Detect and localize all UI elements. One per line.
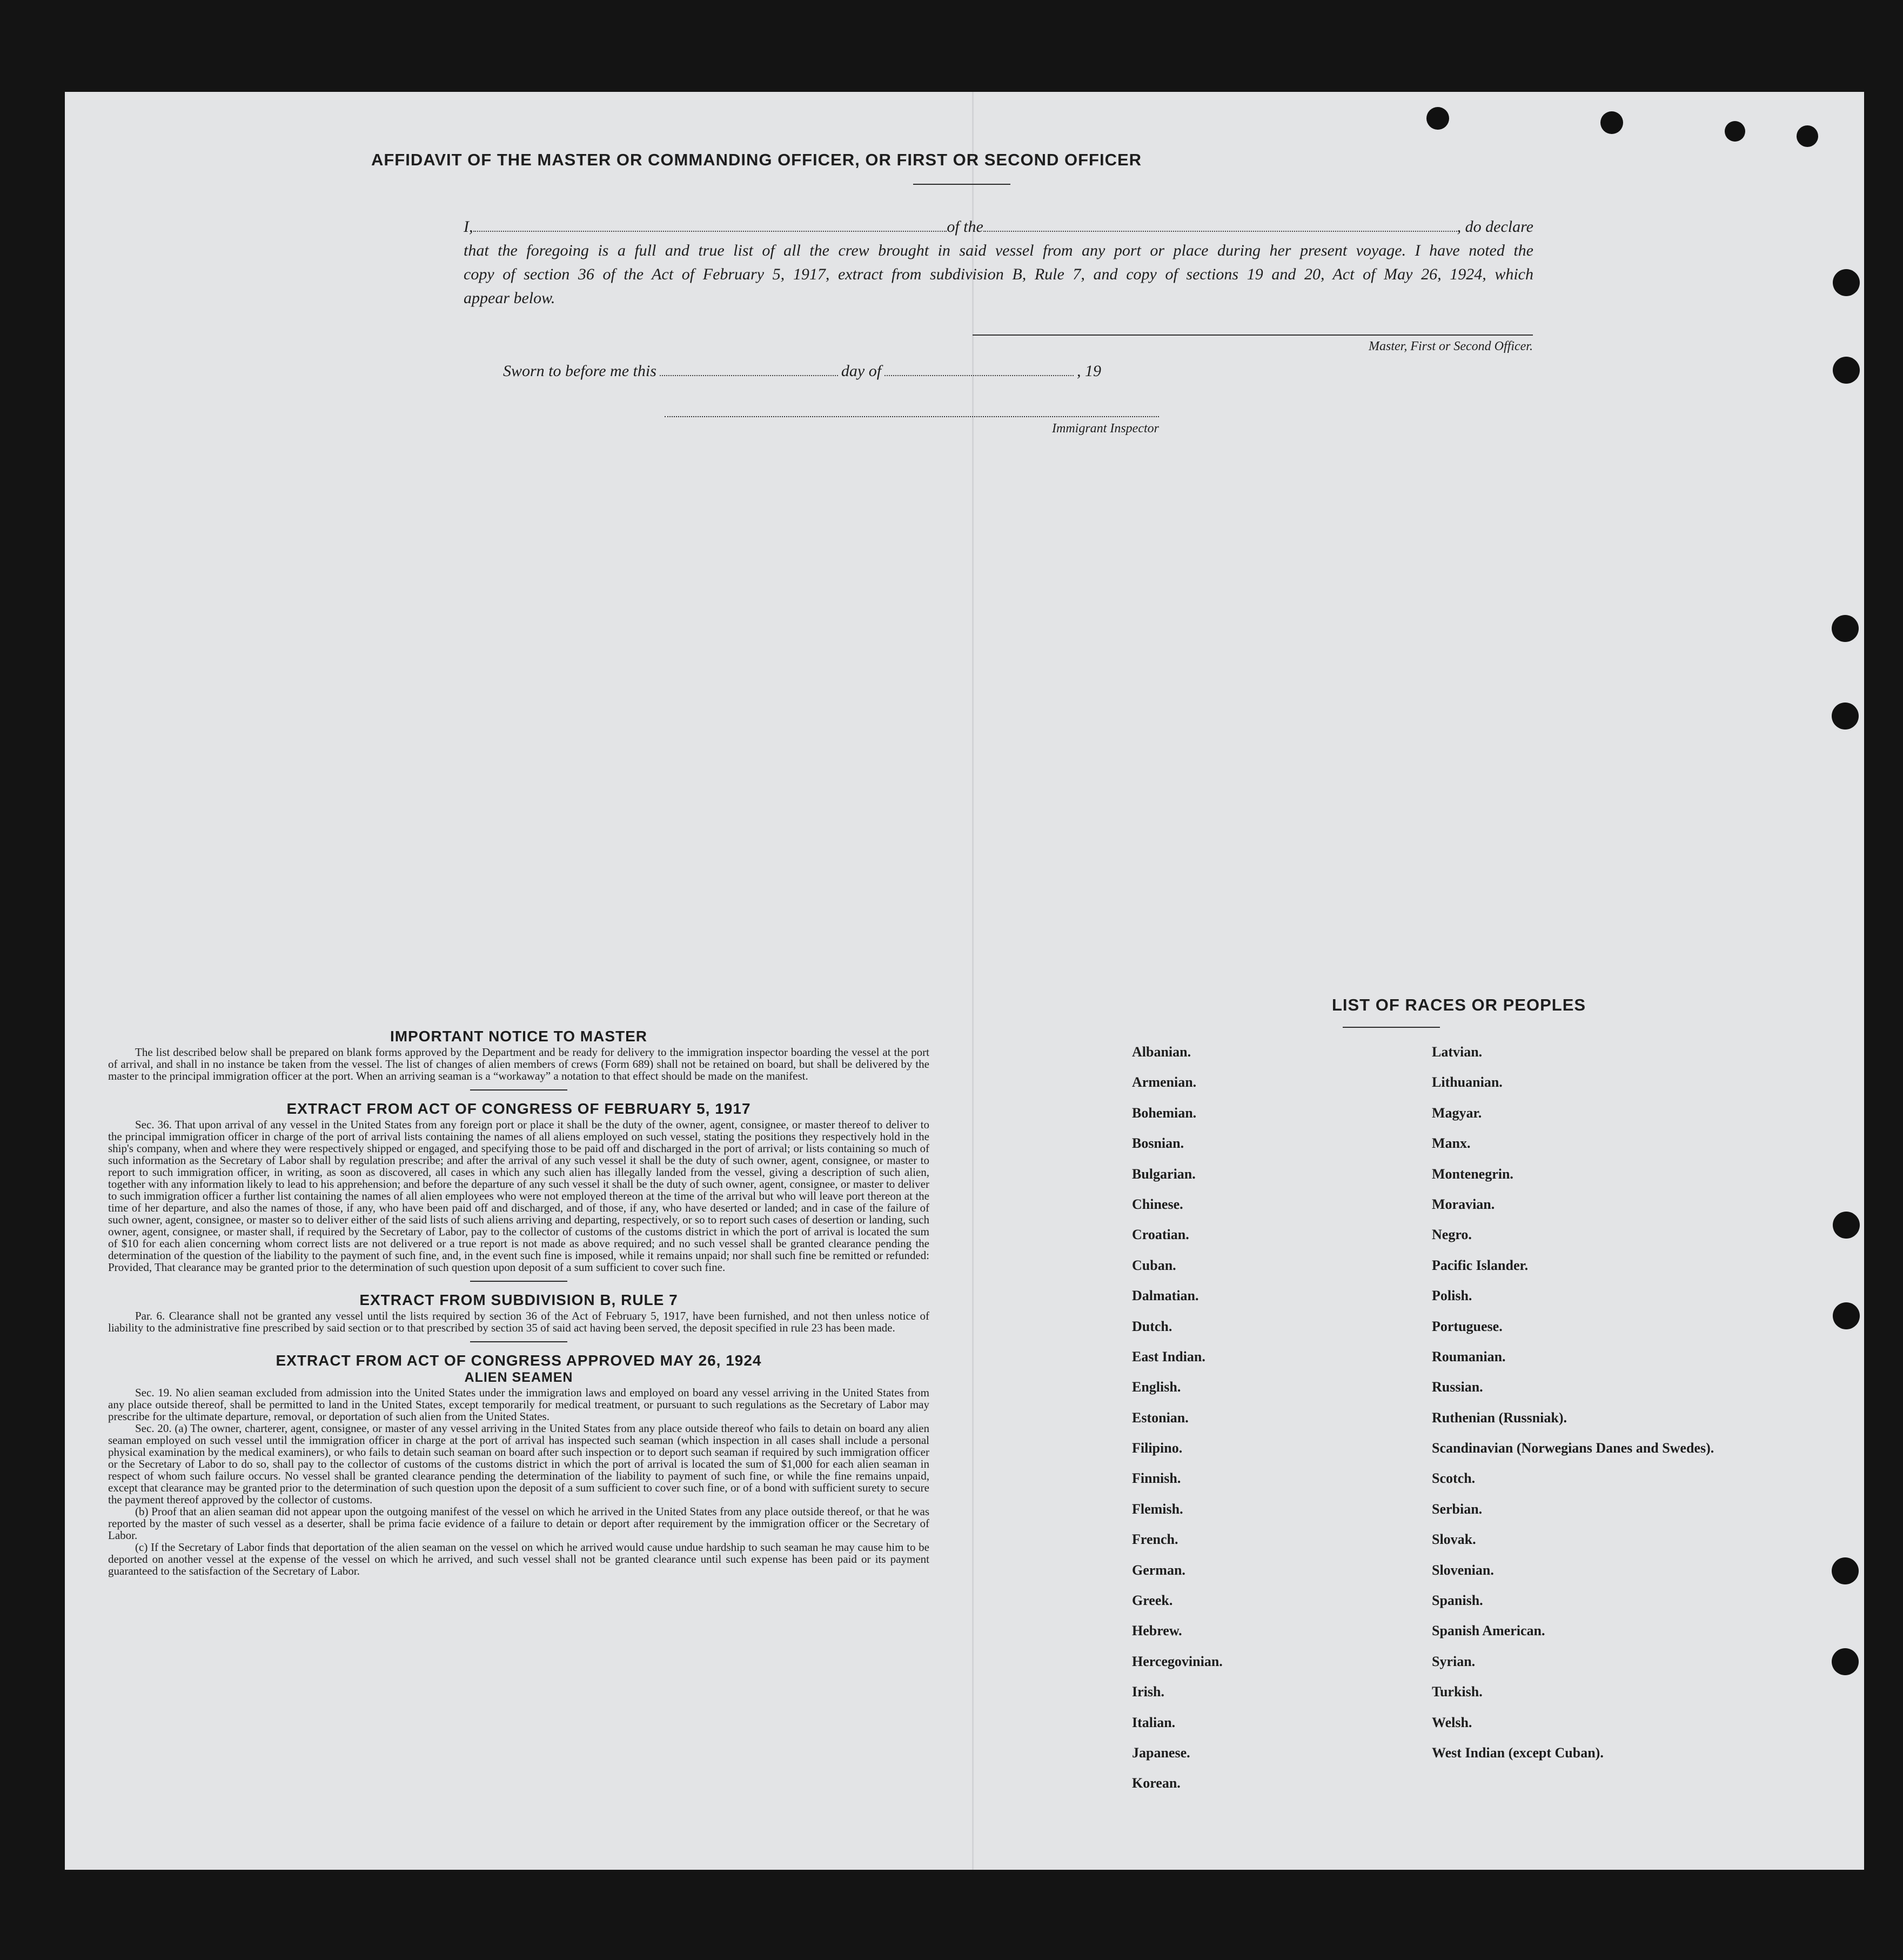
race-item: Scotch.	[1432, 1470, 1476, 1487]
races-divider	[1343, 1027, 1440, 1028]
month-blank[interactable]	[885, 363, 1074, 376]
day-blank[interactable]	[660, 363, 838, 376]
punch-hole	[1832, 1648, 1859, 1675]
year-prefix: , 19	[1077, 362, 1102, 380]
race-item: Manx.	[1432, 1135, 1471, 1152]
race-item: Croatian.	[1132, 1227, 1189, 1243]
notices-column	[108, 1027, 929, 1577]
sworn-statement	[503, 362, 1101, 380]
declaration-line-1	[464, 215, 1533, 239]
race-item: Flemish.	[1132, 1501, 1183, 1517]
race-item: Scandinavian (Norwegians Danes and Swedes).	[1432, 1440, 1714, 1456]
extract-1924-title: EXTRACT FROM ACT OF CONGRESS APPROVED MAY 26, 1924	[276, 1352, 762, 1369]
punch-hole	[1600, 111, 1623, 134]
punch-hole	[1832, 1557, 1859, 1584]
punch-hole	[1797, 125, 1818, 147]
race-item: English.	[1132, 1379, 1181, 1395]
punch-hole	[1833, 1302, 1860, 1329]
race-item: Korean.	[1132, 1775, 1181, 1791]
race-item: Negro.	[1432, 1227, 1472, 1243]
race-item: Albanian.	[1132, 1044, 1191, 1060]
section-20c-text: (c) If the Secretary of Labor finds that deportation of the alien seaman on the vessel on which he arrived would cause undue hardship to such seaman he may cause him to be deported on another vessel at the expense of the vessel on which he arrived, and such vessel shall not be granted clearance until such expense has been paid or its payment guaranteed to the satisfaction of the Secretary of Labor.	[108, 1541, 929, 1577]
race-item: Dalmatian.	[1132, 1288, 1199, 1304]
race-item: Spanish American.	[1432, 1623, 1545, 1639]
race-item: Russian.	[1432, 1379, 1483, 1395]
races-list-right	[1432, 1044, 1783, 1775]
race-item: German.	[1132, 1562, 1185, 1578]
punch-hole	[1833, 1212, 1860, 1239]
race-item: Cuban.	[1132, 1257, 1176, 1273]
declaration-line-4: appear below.	[464, 289, 555, 307]
master-signature-line[interactable]	[973, 335, 1533, 336]
section-20a-text: Sec. 20. (a) The owner, charterer, agent, consignee, or master of any vessel arriving in the United States from any place outside thereof who fails to detain on board any alien seaman employed on such vessel until the immigration officer in charge at the port of arrival has inspected such seaman (which inspection in all cases shall include a personal physical examination by the medical examiners), or who fails to detain such seaman on board after such inspection or to deport such seaman if required by such immigration officer or the Secretary of Labor to do so, shall pay to the collector of customs of the customs district in which the port of arrival is located the sum of $1,000 for each alien seaman in respect of whom such failure occurs. No vessel shall be granted clearance pending the determination of the liability to payment of such fine, or while the fine remains unpaid, except that clearance may be granted prior to the determination of such question upon the deposit of a sum sufficient to cover such fine, or of a bond with sufficient surety to secure the payment thereof approved by the collector of customs.	[108, 1422, 929, 1506]
officer-name-blank[interactable]	[473, 219, 947, 232]
section-divider	[470, 1089, 567, 1091]
inspector-label: Immigrant Inspector	[1052, 422, 1159, 436]
race-item: Bohemian.	[1132, 1105, 1197, 1121]
extract-1917-body: Sec. 36. That upon arrival of any vessel in the United States from any foreign port or place it shall be the duty of the owner, agent, consignee, or master thereof to deliver to the principal immigration officer in charge of the port of arrival lists containing the names of all aliens employed on such vessel, stating the positions they respectively hold in the ship's company, when and where they were respectively shipped or engaged, and specifying those to be paid off and discharged in the port of arrival; or lists containing so much of such information as the Secretary of Labor shall by regulation prescribe; and after the arrival of any such vessel it shall be the duty of such owner, agent, consignee, or master to report to such immigration officer, in writing, as soon as discovered, all cases in which any such alien has illegally landed from the vessel, giving a description of such alien, together with any information likely to lead to his apprehension; and before the departure of any such vessel it shall be the duty of such owner, agent, consignee, or master to deliver to such immigration officer a further list containing the names of all alien employees who were not employed thereon at the time of the arrival but who will leave port thereon at the time of her departure, and also the names of those, if any, who have been paid off and discharged, and of those, if any, who have deserted or landed; and in case of the failure of such owner, agent, consignee, or master so to deliver either of the said lists of such aliens arriving and departing, respectively, or so to report such cases of desertion or landing, such owner, agent, consignee, or master shall, if required by the Secretary of Labor, pay to the collector of customs of the customs district in which the port of arrival is located the sum of $10 for each alien concerning whom correct lists are not delivered or a true report is not made as above required; and no such vessel shall be granted clearance pending the determination of the question of the liability to the payment of such fine, and, in the event such fine is imposed, while it remains unpaid; nor shall such fine be remitted or refunded: Provided, That clearance may be granted prior to the determination of such question upon deposit of a sum sufficient to cover such fine.	[108, 1118, 929, 1274]
notice-title: IMPORTANT NOTICE TO MASTER	[390, 1028, 648, 1045]
race-item: Syrian.	[1432, 1653, 1476, 1669]
i-label: I,	[464, 218, 473, 236]
document-sheet	[65, 92, 1864, 1870]
declaration-line-2: that the foregoing is a full and true list of all the crew brought in said vessel from any port or place during her present voyage. I have noted the	[464, 242, 1533, 259]
declaration-paragraph	[464, 215, 1533, 310]
race-item: Montenegrin.	[1432, 1166, 1513, 1182]
section-divider	[470, 1281, 567, 1282]
section-20b-text: (b) Proof that an alien seaman did not appear upon the outgoing manifest of the vessel on which he arrived in the United States from any place outside thereof, or that he was reported by the master of such vessel as a deserter, shall be prima facie evidence of a failure to detain or deport after requirement by the immigration officer or the Secretary of Labor.	[108, 1505, 929, 1542]
extract-1924-subtitle: ALIEN SEAMEN	[464, 1370, 573, 1385]
title-divider	[913, 184, 1010, 185]
race-item: Ruthenian (Russniak).	[1432, 1409, 1567, 1426]
punch-hole	[1725, 121, 1745, 142]
race-item: Welsh.	[1432, 1714, 1472, 1730]
races-list-left	[1132, 1044, 1402, 1806]
do-declare-label: , do declare	[1457, 218, 1533, 236]
race-item: Polish.	[1432, 1288, 1472, 1304]
race-item: Italian.	[1132, 1714, 1176, 1730]
race-item: Roumanian.	[1432, 1348, 1506, 1364]
inspector-signature-line[interactable]	[665, 416, 1159, 417]
race-item: Slovenian.	[1432, 1562, 1494, 1578]
race-item: Dutch.	[1132, 1318, 1172, 1334]
race-item: Greek.	[1132, 1593, 1173, 1609]
extract-rule7-body: Par. 6. Clearance shall not be granted any vessel until the lists required by section 36 of the Act of February 5, 1917, have been furnished, and not then unless notice of liability to the administrative fine prescribed by said section or to that prescribed by section 35 of said act having been served, the deposit specified in rule 23 has been made.	[108, 1309, 929, 1334]
declaration-line-3: copy of section 36 of the Act of February 5, 1917, extract from subdivision B, Rule 7, and copy of sections 19 and 20, Act of May 26, 1924, which	[464, 265, 1533, 283]
race-item: West Indian (except Cuban).	[1432, 1744, 1604, 1761]
race-item: Latvian.	[1432, 1044, 1483, 1060]
punch-hole	[1832, 703, 1859, 730]
punch-hole	[1426, 107, 1449, 130]
race-item: Portuguese.	[1432, 1318, 1503, 1334]
race-item: Bulgarian.	[1132, 1166, 1196, 1182]
race-item: Turkish.	[1432, 1684, 1483, 1700]
race-item: Magyar.	[1432, 1105, 1482, 1121]
race-item: Chinese.	[1132, 1196, 1183, 1212]
race-item: East Indian.	[1132, 1348, 1205, 1364]
day-of-label: day of	[841, 362, 882, 380]
race-item: Slovak.	[1432, 1531, 1476, 1548]
race-item: Estonian.	[1132, 1409, 1189, 1426]
punch-hole	[1832, 615, 1859, 642]
fold-crease	[972, 92, 974, 1870]
races-title: LIST OF RACES OR PEOPLES	[1331, 995, 1586, 1014]
race-item: Armenian.	[1132, 1074, 1197, 1091]
master-signature-label: Master, First or Second Officer.	[1369, 339, 1533, 353]
race-item: Bosnian.	[1132, 1135, 1184, 1152]
punch-hole	[1833, 269, 1860, 296]
race-item: Lithuanian.	[1432, 1074, 1503, 1091]
extract-1917-title: EXTRACT FROM ACT OF CONGRESS OF FEBRUARY 5, 1917	[286, 1100, 751, 1117]
extract-rule7-title: EXTRACT FROM SUBDIVISION B, RULE 7	[359, 1292, 678, 1308]
notice-body: The list described below shall be prepared on blank forms approved by the Department and be ready for delivery to the immigration inspector boarding the vessel at the port of arrival, and shall in no instance be taken from the vessel. The list of changes of alien members of crews (Form 689) shall not be retained on board, but shall be delivered by the master to the principal immigration officer at the port. When an arriving seaman is a “workaway” a notation to that effect should be made on the manifest.	[108, 1046, 929, 1082]
race-item: Japanese.	[1132, 1744, 1190, 1761]
punch-hole	[1833, 357, 1860, 384]
race-item: Hebrew.	[1132, 1623, 1182, 1639]
of-the-label: of the	[947, 218, 983, 236]
race-item: Serbian.	[1432, 1501, 1483, 1517]
section-19-text: Sec. 19. No alien seaman excluded from admission into the United States under the immigration laws and employed on board any vessel arriving in the United States from any place outside thereof, shall be permitted to land in the United States, except temporarily for medical treatment, or pursuant to such regulations as the Secretary of Labor may prescribe for the ultimate departure, removal, or deportation of such alien from the United States.	[108, 1386, 929, 1423]
race-item: Finnish.	[1132, 1470, 1181, 1487]
race-item: Hercegovinian.	[1132, 1653, 1223, 1669]
race-item: Filipino.	[1132, 1440, 1183, 1456]
vessel-name-blank[interactable]	[983, 219, 1457, 232]
race-item: Moravian.	[1432, 1196, 1495, 1212]
sworn-label: Sworn to before me this	[503, 362, 656, 380]
race-item: Spanish.	[1432, 1593, 1483, 1609]
section-divider	[470, 1341, 567, 1342]
affidavit-title: AFFIDAVIT OF THE MASTER OR COMMANDING OFFICER, OR FIRST OR SECOND OFFICER	[371, 150, 1142, 169]
race-item: Irish.	[1132, 1684, 1164, 1700]
race-item: Pacific Islander.	[1432, 1257, 1529, 1273]
race-item: French.	[1132, 1531, 1178, 1548]
